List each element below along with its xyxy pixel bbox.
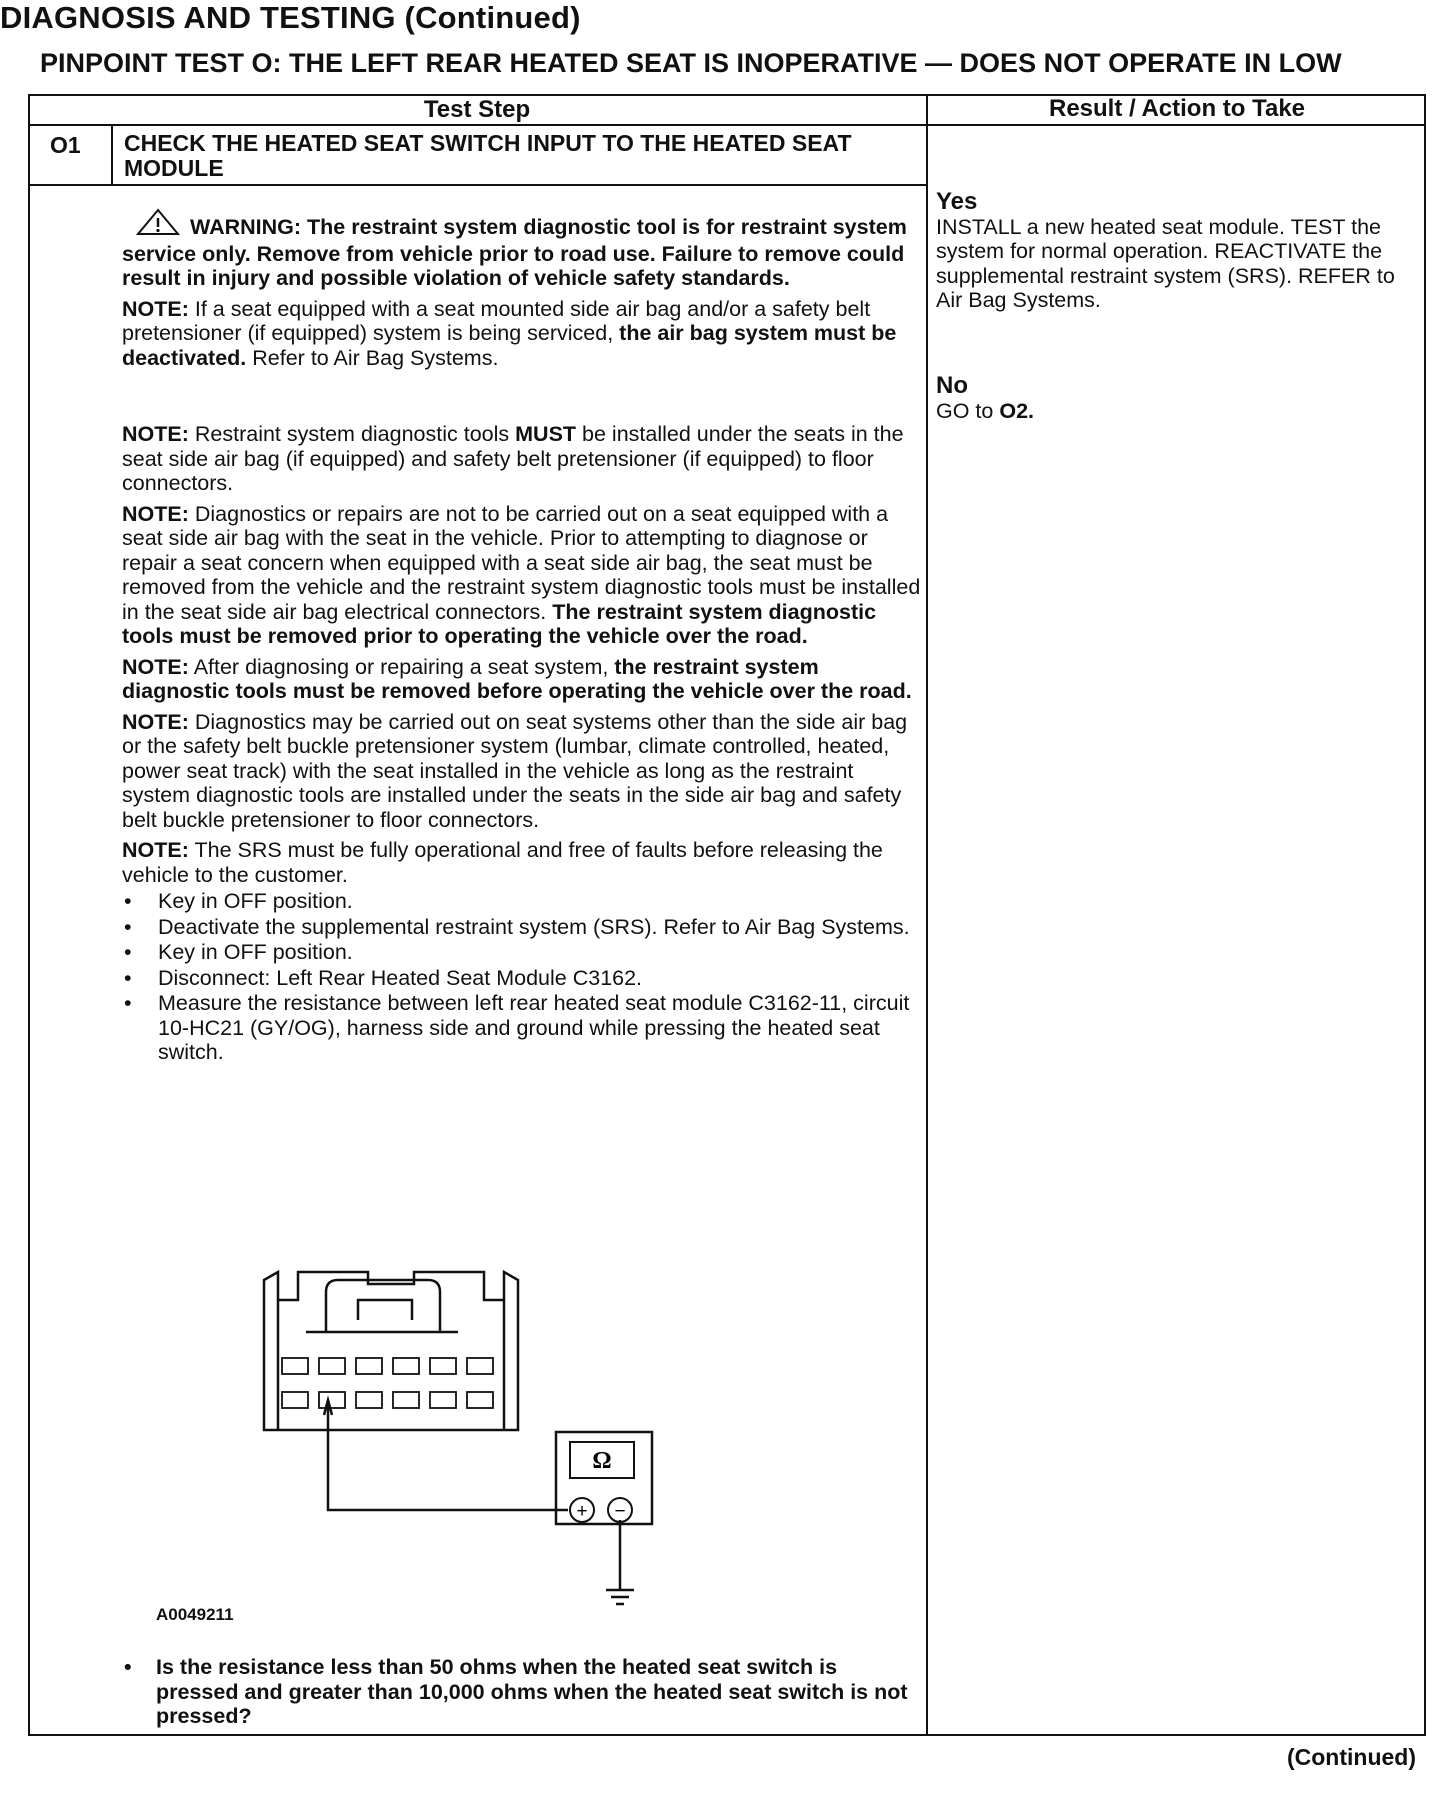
connector-pins: [282, 1358, 493, 1408]
note-label: NOTE:: [122, 838, 189, 862]
note-label: NOTE:: [122, 296, 189, 321]
pinpoint-test-title: PINPOINT TEST O: THE LEFT REAR HEATED SEAT IS INOPERATIVE — DOES NOT OPERATE IN LOW: [40, 48, 1342, 78]
note-4: [122, 655, 922, 704]
note-3-emphasis: The restraint system diagnostic tools must be removed prior to operating the vehicle over the road.: [122, 599, 877, 648]
note-1-text: If a seat equipped with a seat mounted side air bag and/or a safety belt pretensioner (if equipped) system is being serviced,: [122, 296, 871, 345]
note-5: [122, 710, 922, 833]
list-item: • Key in OFF position.: [122, 940, 922, 965]
step-title-divider: [28, 184, 926, 186]
list-item: • Key in OFF position.: [122, 889, 922, 914]
note-label: NOTE:: [122, 501, 189, 526]
page-title: DIAGNOSIS AND TESTING (Continued): [0, 0, 581, 35]
step-id-divider: [111, 124, 113, 185]
note-label: NOTE:: [122, 654, 189, 679]
note-4-emphasis: the restraint system diagnostic tools must be removed before operating the vehicle over the road.: [122, 654, 912, 703]
plus-terminal-label: +: [576, 1501, 588, 1522]
note-3-text: Diagnostics or repairs are not to be carried out on a seat equipped with a seat side air bag with the seat in the vehicle. Prior to attempting to diagnose or repair a seat concern when equipped with a seat side air bag, the seat must be removed from the vehicle and the restraint system diagnostic tools must be installed in the seat side air bag electrical connectors.: [122, 501, 921, 624]
step-id: O1: [50, 132, 81, 158]
no-label: No: [936, 372, 968, 399]
note-2-emphasis: MUST: [515, 422, 577, 446]
connector-measurement-diagram: [238, 1270, 658, 1610]
step-body: [122, 208, 922, 1066]
connector-housing: [264, 1272, 518, 1430]
no-action-text: GO to: [936, 398, 994, 423]
col-header-result: Result / Action to Take: [1048, 95, 1306, 122]
note-2: [122, 422, 922, 496]
column-divider: [926, 94, 928, 1736]
warning-text: WARNING: The restraint system diagnostic tool is for restraint system service only. Remove from vehicle prior to road use. Failure to remove could result in injury and possible violation of vehicle safety standards.: [122, 215, 907, 290]
result-yes: [936, 190, 1416, 313]
note-4-text: After diagnosing or repairing a seat system,: [193, 654, 609, 679]
list-item: • Deactivate the supplemental restraint system (SRS). Refer to Air Bag Systems.: [122, 915, 922, 940]
test-question: • Is the resistance less than 50 ohms when the heated seat switch is pressed and greater than 10,000 ohms when the heated seat switch is not pressed?: [122, 1655, 916, 1729]
note-2-text: Restraint system diagnostic tools: [194, 422, 510, 446]
note-2-text-rest: be installed under the seats in the seat side air bag (if equipped) and safety belt pretensioner (if equipped) to floor connectors.: [122, 422, 904, 495]
note-1: [122, 297, 922, 371]
list-item: • Measure the resistance between left rear heated seat module C3162-11, circuit 10-HC21 (GY/OG), harness side and ground while pressing the heated seat switch.: [122, 991, 922, 1065]
continued-label: (Continued): [1286, 1744, 1416, 1770]
next-step-ref: O2.: [999, 398, 1034, 423]
ground-icon: [606, 1590, 634, 1604]
note-1-ref: Refer to Air Bag Systems.: [252, 345, 499, 370]
note-6-text: The SRS must be fully operational and free of faults before releasing the vehicle to the customer.: [122, 838, 883, 887]
result-no: [936, 374, 1416, 423]
step-title: CHECK THE HEATED SEAT SWITCH INPUT TO THE HEATED SEAT MODULE: [124, 130, 852, 181]
note-label: NOTE:: [122, 422, 189, 446]
note-3: [122, 502, 922, 649]
warning-block: [122, 208, 922, 291]
warning-triangle-icon: [136, 208, 180, 242]
ohmmeter: [556, 1432, 652, 1524]
minus-terminal-label: −: [614, 1501, 626, 1522]
figure-id: A0049211: [156, 1605, 234, 1624]
note-label: NOTE:: [122, 709, 189, 734]
yes-label: Yes: [936, 188, 978, 215]
col-header-test-step: Test Step: [423, 96, 531, 123]
ohm-symbol: Ω: [592, 1448, 612, 1474]
test-leads: [324, 1400, 620, 1590]
no-action: [936, 399, 1416, 424]
procedure-steps: [122, 889, 922, 1065]
header-divider: [28, 124, 1426, 126]
yes-action: INSTALL a new heated seat module. TEST the system for normal operation. REACTIVATE the supplemental restraint system (SRS). REFER to Air Bag Systems.: [936, 214, 1395, 312]
list-item: • Disconnect: Left Rear Heated Seat Module C3162.: [122, 966, 922, 991]
note-5-text: Diagnostics may be carried out on seat systems other than the side air bag or the safety belt buckle pretensioner system (lumbar, climate controlled, heated, power seat track) with the seat installed in the vehicle as long as the restraint system diagnostic tools are installed under the seats in the side air bag and safety belt buckle pretensioner to floor connectors.: [122, 709, 908, 832]
note-1-emphasis: the air bag system must be deactivated.: [122, 321, 897, 370]
note-6: [122, 838, 922, 887]
